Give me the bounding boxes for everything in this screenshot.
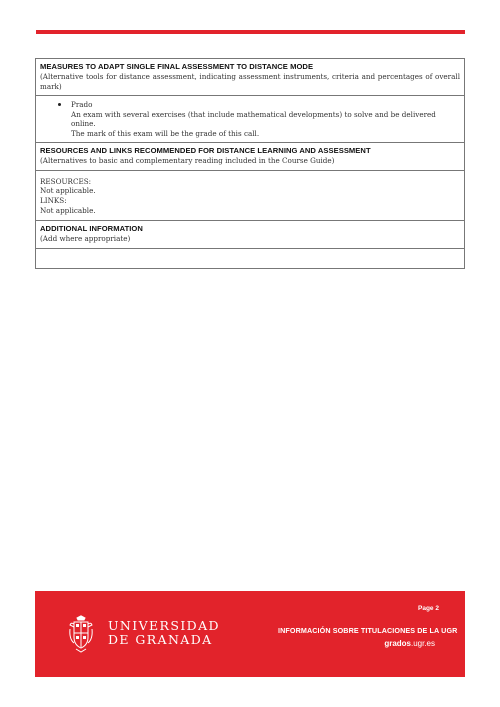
bullet-icon	[58, 103, 61, 106]
resources-label: RESOURCES:	[40, 176, 92, 186]
measures-content	[36, 95, 464, 142]
top-red-rule	[36, 30, 465, 34]
item-line: An exam with several exercises (that include mathematical developments) to solve and be delivered online.	[71, 109, 436, 129]
university-crest-icon	[68, 615, 94, 653]
site-suffix: .ugr.es	[410, 639, 435, 648]
item-name: Prado	[71, 100, 93, 109]
website-link[interactable]	[384, 639, 435, 648]
measures-header	[36, 59, 464, 95]
resources-title: RESOURCES AND LINKS RECOMMENDED FOR DISTANCE LEARNING AND ASSESSMENT	[40, 146, 371, 156]
additional-header	[36, 220, 464, 248]
adaptation-table	[35, 58, 465, 269]
measures-list	[36, 96, 464, 142]
resources-subtitle: (Alternatives to basic and complementary reading included in the Course Guide)	[40, 156, 335, 166]
footer-banner	[35, 591, 465, 677]
info-label: INFORMACIÓN SOBRE TITULACIONES DE LA UGR	[278, 626, 458, 635]
resources-content	[36, 170, 464, 220]
resources-header	[36, 142, 464, 170]
item-line: The mark of this exam will be the grade of this call.	[71, 128, 260, 138]
page-number: Page 2	[418, 605, 439, 612]
university-name	[108, 619, 220, 647]
links-value: Not applicable.	[40, 205, 96, 215]
additional-content	[36, 248, 464, 268]
links-label: LINKS:	[40, 196, 67, 206]
university-name-line2: DE GRANADA	[108, 632, 213, 647]
list-item	[40, 100, 458, 138]
measures-subtitle: (Alternative tools for distance assessment, indicating assessment instruments, criteria and percentages of overall mark)	[40, 72, 460, 91]
site-prefix: grados	[384, 639, 411, 648]
additional-title: ADDITIONAL INFORMATION	[40, 224, 143, 234]
university-name-line1: UNIVERSIDAD	[108, 618, 220, 633]
additional-subtitle: (Add where appropriate)	[40, 234, 131, 244]
resources-value: Not applicable.	[40, 186, 96, 196]
measures-title: MEASURES TO ADAPT SINGLE FINAL ASSESSMENT TO DISTANCE MODE	[40, 62, 314, 71]
